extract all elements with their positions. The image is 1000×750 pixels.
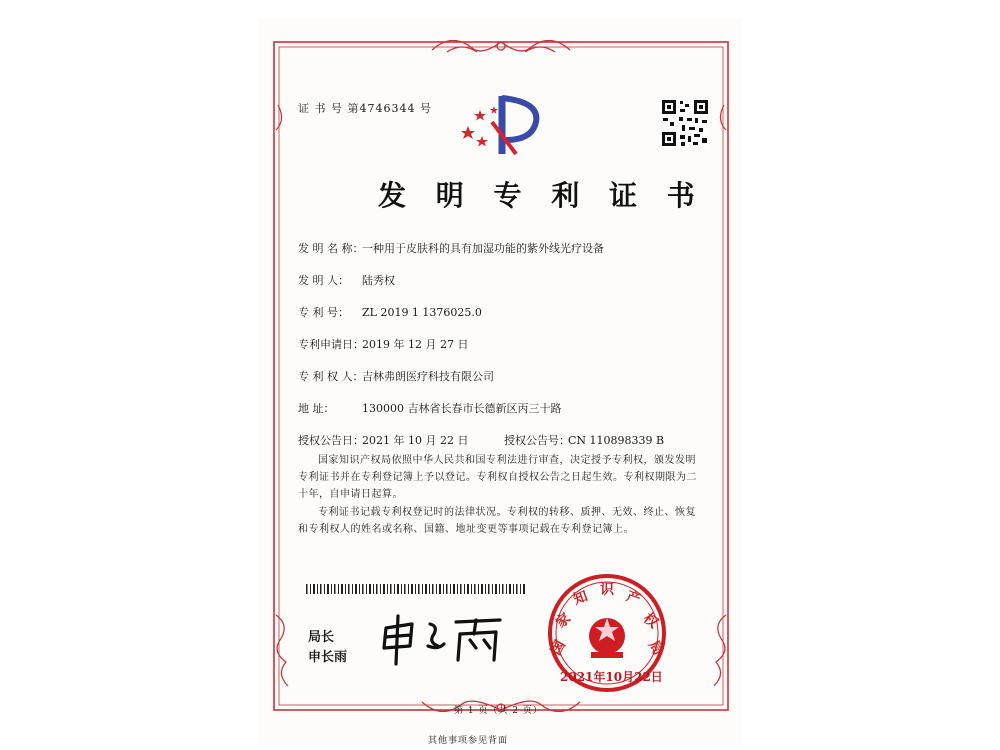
- field-label: 专 利 权 人：: [298, 370, 364, 383]
- field-value: 陆秀权: [362, 274, 395, 287]
- field-label: 授权公告号：: [504, 434, 570, 447]
- cnipa-logo-icon: [456, 92, 548, 162]
- certificate-number: 证 书 号 第4746344 号: [298, 102, 432, 115]
- director-name: 申长雨: [308, 650, 348, 665]
- svg-text:知: 知: [571, 588, 590, 609]
- field-grant-number: [504, 432, 664, 448]
- field-label: 专 利 号：: [298, 306, 349, 319]
- field-value: 2021 年 10 月 22 日: [362, 434, 469, 447]
- svg-text:家: 家: [552, 610, 574, 632]
- page-number: 第 1 页（共 2 页）: [454, 706, 543, 716]
- svg-text:国: 国: [548, 637, 569, 659]
- field-value: 130000 吉林省长春市长德新区丙三十路: [362, 402, 562, 415]
- field-patent-number: [298, 304, 482, 320]
- svg-text:产: 产: [624, 588, 643, 609]
- svg-text:权: 权: [640, 610, 662, 632]
- qr-code-icon: [660, 98, 710, 148]
- field-label: 发 明 人：: [298, 274, 349, 287]
- field-label: 发 明 名 称：: [298, 242, 364, 255]
- signature-icon: [378, 612, 508, 668]
- director-title: 局长: [308, 630, 335, 645]
- field-application-date: [298, 336, 468, 352]
- field-address: [298, 400, 562, 416]
- field-patentee: [298, 368, 494, 384]
- field-value: 吉林弗朗医疗科技有限公司: [362, 370, 494, 383]
- field-value: 2019 年 12 月 27 日: [362, 338, 469, 351]
- field-label: 授权公告日：: [298, 434, 364, 447]
- field-value: 一种用于皮肤科的具有加湿功能的紫外线光疗设备: [362, 242, 604, 255]
- field-inventor: [298, 272, 395, 288]
- svg-text:识: 识: [600, 582, 614, 598]
- legal-paragraph-1: 国家知识产权局依照中华人民共和国专利法进行审查，决定授予专利权，颁发发明专利证书并在专利登记簿上予以登记。专利权自授权公告之日起生效。专利权期限为二十年，自申请日起算。: [298, 455, 697, 500]
- seal-date: 2021年10月22日: [560, 670, 663, 684]
- field-grant-date: [298, 432, 468, 448]
- field-value: ZL 2019 1 1376025.0: [362, 306, 482, 319]
- certificate-title: 发 明 专 利 证 书: [378, 179, 705, 212]
- field-label: 地 址：: [298, 402, 335, 415]
- field-value: CN 110898339 B: [568, 434, 665, 447]
- other-notes: 其他事项参见背面: [428, 736, 509, 746]
- field-label: 专利申请日：: [298, 338, 364, 351]
- svg-text:局: 局: [645, 637, 666, 659]
- field-invention-name: [298, 240, 604, 256]
- legal-paragraph-2: 专利证书记载专利权登记时的法律状况。专利权的转移、质押、无效、终止、恢复和专利权人的姓名或名称、国籍、地址变更等事项记载在专利登记簿上。: [298, 507, 696, 535]
- barcode-icon: [306, 584, 526, 594]
